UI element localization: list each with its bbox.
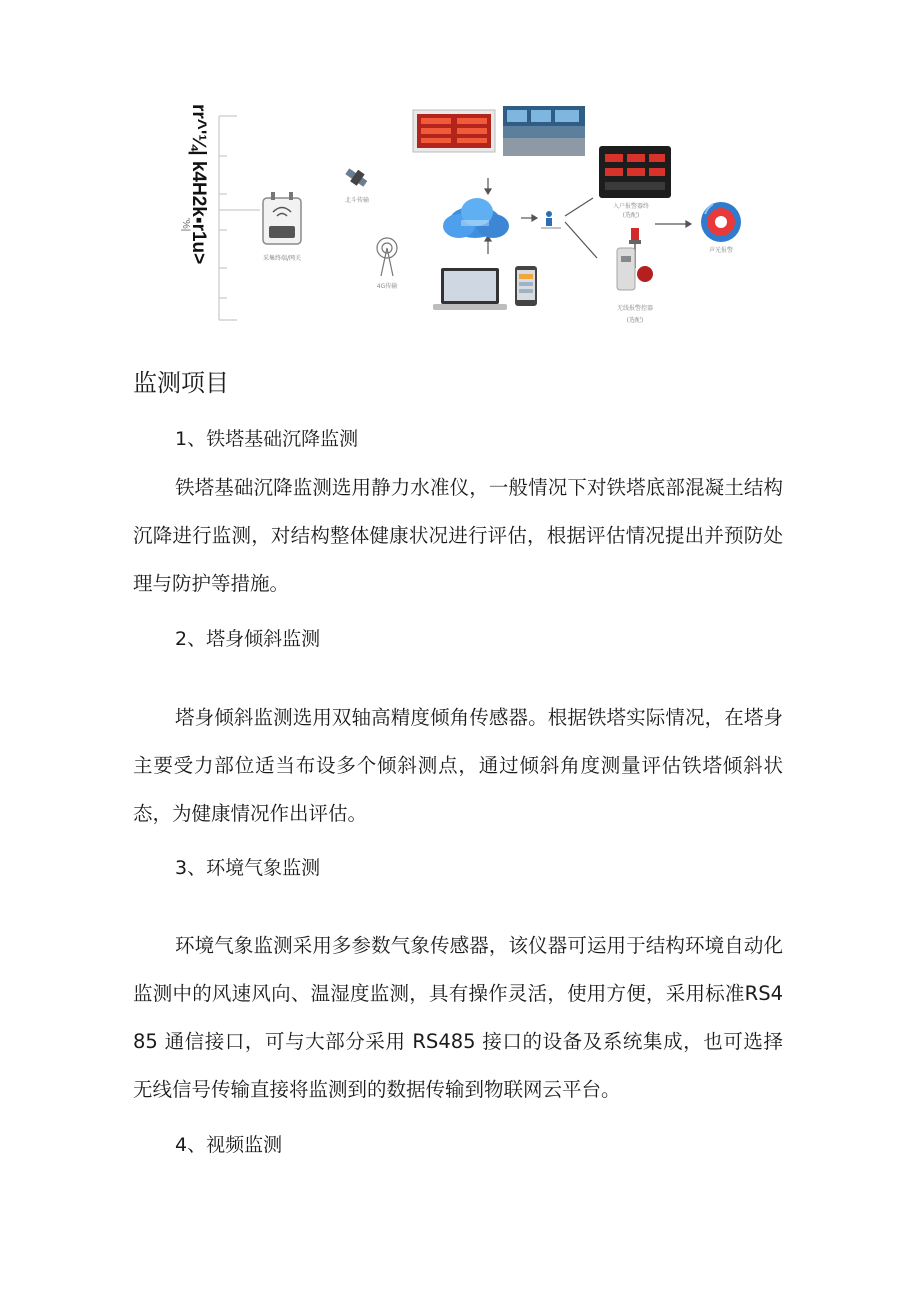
garbled-vertical-label: rr^'¼| k4H2k▪r1u> <box>188 104 209 265</box>
item-heading-4: 4、视频监测 <box>175 1134 283 1156</box>
gateway-label: 采集终端/网关 <box>262 255 302 262</box>
warning-light-sub-label: (选配) <box>626 317 644 324</box>
system-diagram-figure <box>180 98 805 358</box>
alert-siren-icon <box>701 202 741 242</box>
mobile-phone-icon <box>515 266 537 306</box>
item-body-3: 环境气象监测采用多参数气象传感器，该仪器可运用于结构环境自动化监测中的风速风向、温湿度监测，具有操作灵活，使用方便，采用标准RS485 通信接口，可与大部分采用 RS485 接口的设备及系统集成，也可选择无线信号传输直接将监测到的数据传输到物联网云平台。 <box>133 934 783 1101</box>
control-room-photo <box>503 106 585 156</box>
alert-label: 声光报警 <box>708 247 734 254</box>
sensor-bracket-lines <box>219 116 260 320</box>
alarm-box-sub-label: (选配) <box>622 212 640 219</box>
alarm-control-box <box>599 146 671 198</box>
alarm-box-label: 入户报警器终 <box>612 203 650 210</box>
cell-tower-icon <box>377 238 397 276</box>
item-body-2: 塔身倾斜监测选用双轴高精度倾角传感器。根据铁塔实际情况，在塔身主要受力部位适当布设多个倾斜测点，通过倾斜角度测量评估铁塔倾斜状态，为健康情况作出评估。 <box>133 706 783 825</box>
satellite-label: 北斗传输 <box>344 197 370 204</box>
item-heading-1: 1、铁塔基础沉降监测 <box>175 428 359 450</box>
item-heading-3: 3、环境气象监测 <box>175 857 321 879</box>
section-title: 监测项目 <box>133 369 229 397</box>
gateway-device-icon <box>263 192 301 244</box>
led-display-screen <box>413 110 495 152</box>
item-heading-2: 2、塔身倾斜监测 <box>175 628 321 650</box>
garbled-vertical-label-2: '%| <box>180 218 191 232</box>
satellite-icon <box>345 168 367 186</box>
laptop-icon <box>433 268 507 310</box>
cloud-platform-icon <box>443 198 509 238</box>
item-body-1: 铁塔基础沉降监测选用静力水准仪，一般情况下对铁塔底部混凝土结构沉降进行监测，对结构整体健康状况进行评估，根据评估情况提出并预防处理与防护等措施。 <box>133 476 783 595</box>
cell-tower-label: 4G传输 <box>376 283 398 290</box>
user-icon <box>541 211 561 228</box>
warning-light-label: 无线报警控器 <box>616 305 654 312</box>
warning-light-icon <box>617 228 653 290</box>
